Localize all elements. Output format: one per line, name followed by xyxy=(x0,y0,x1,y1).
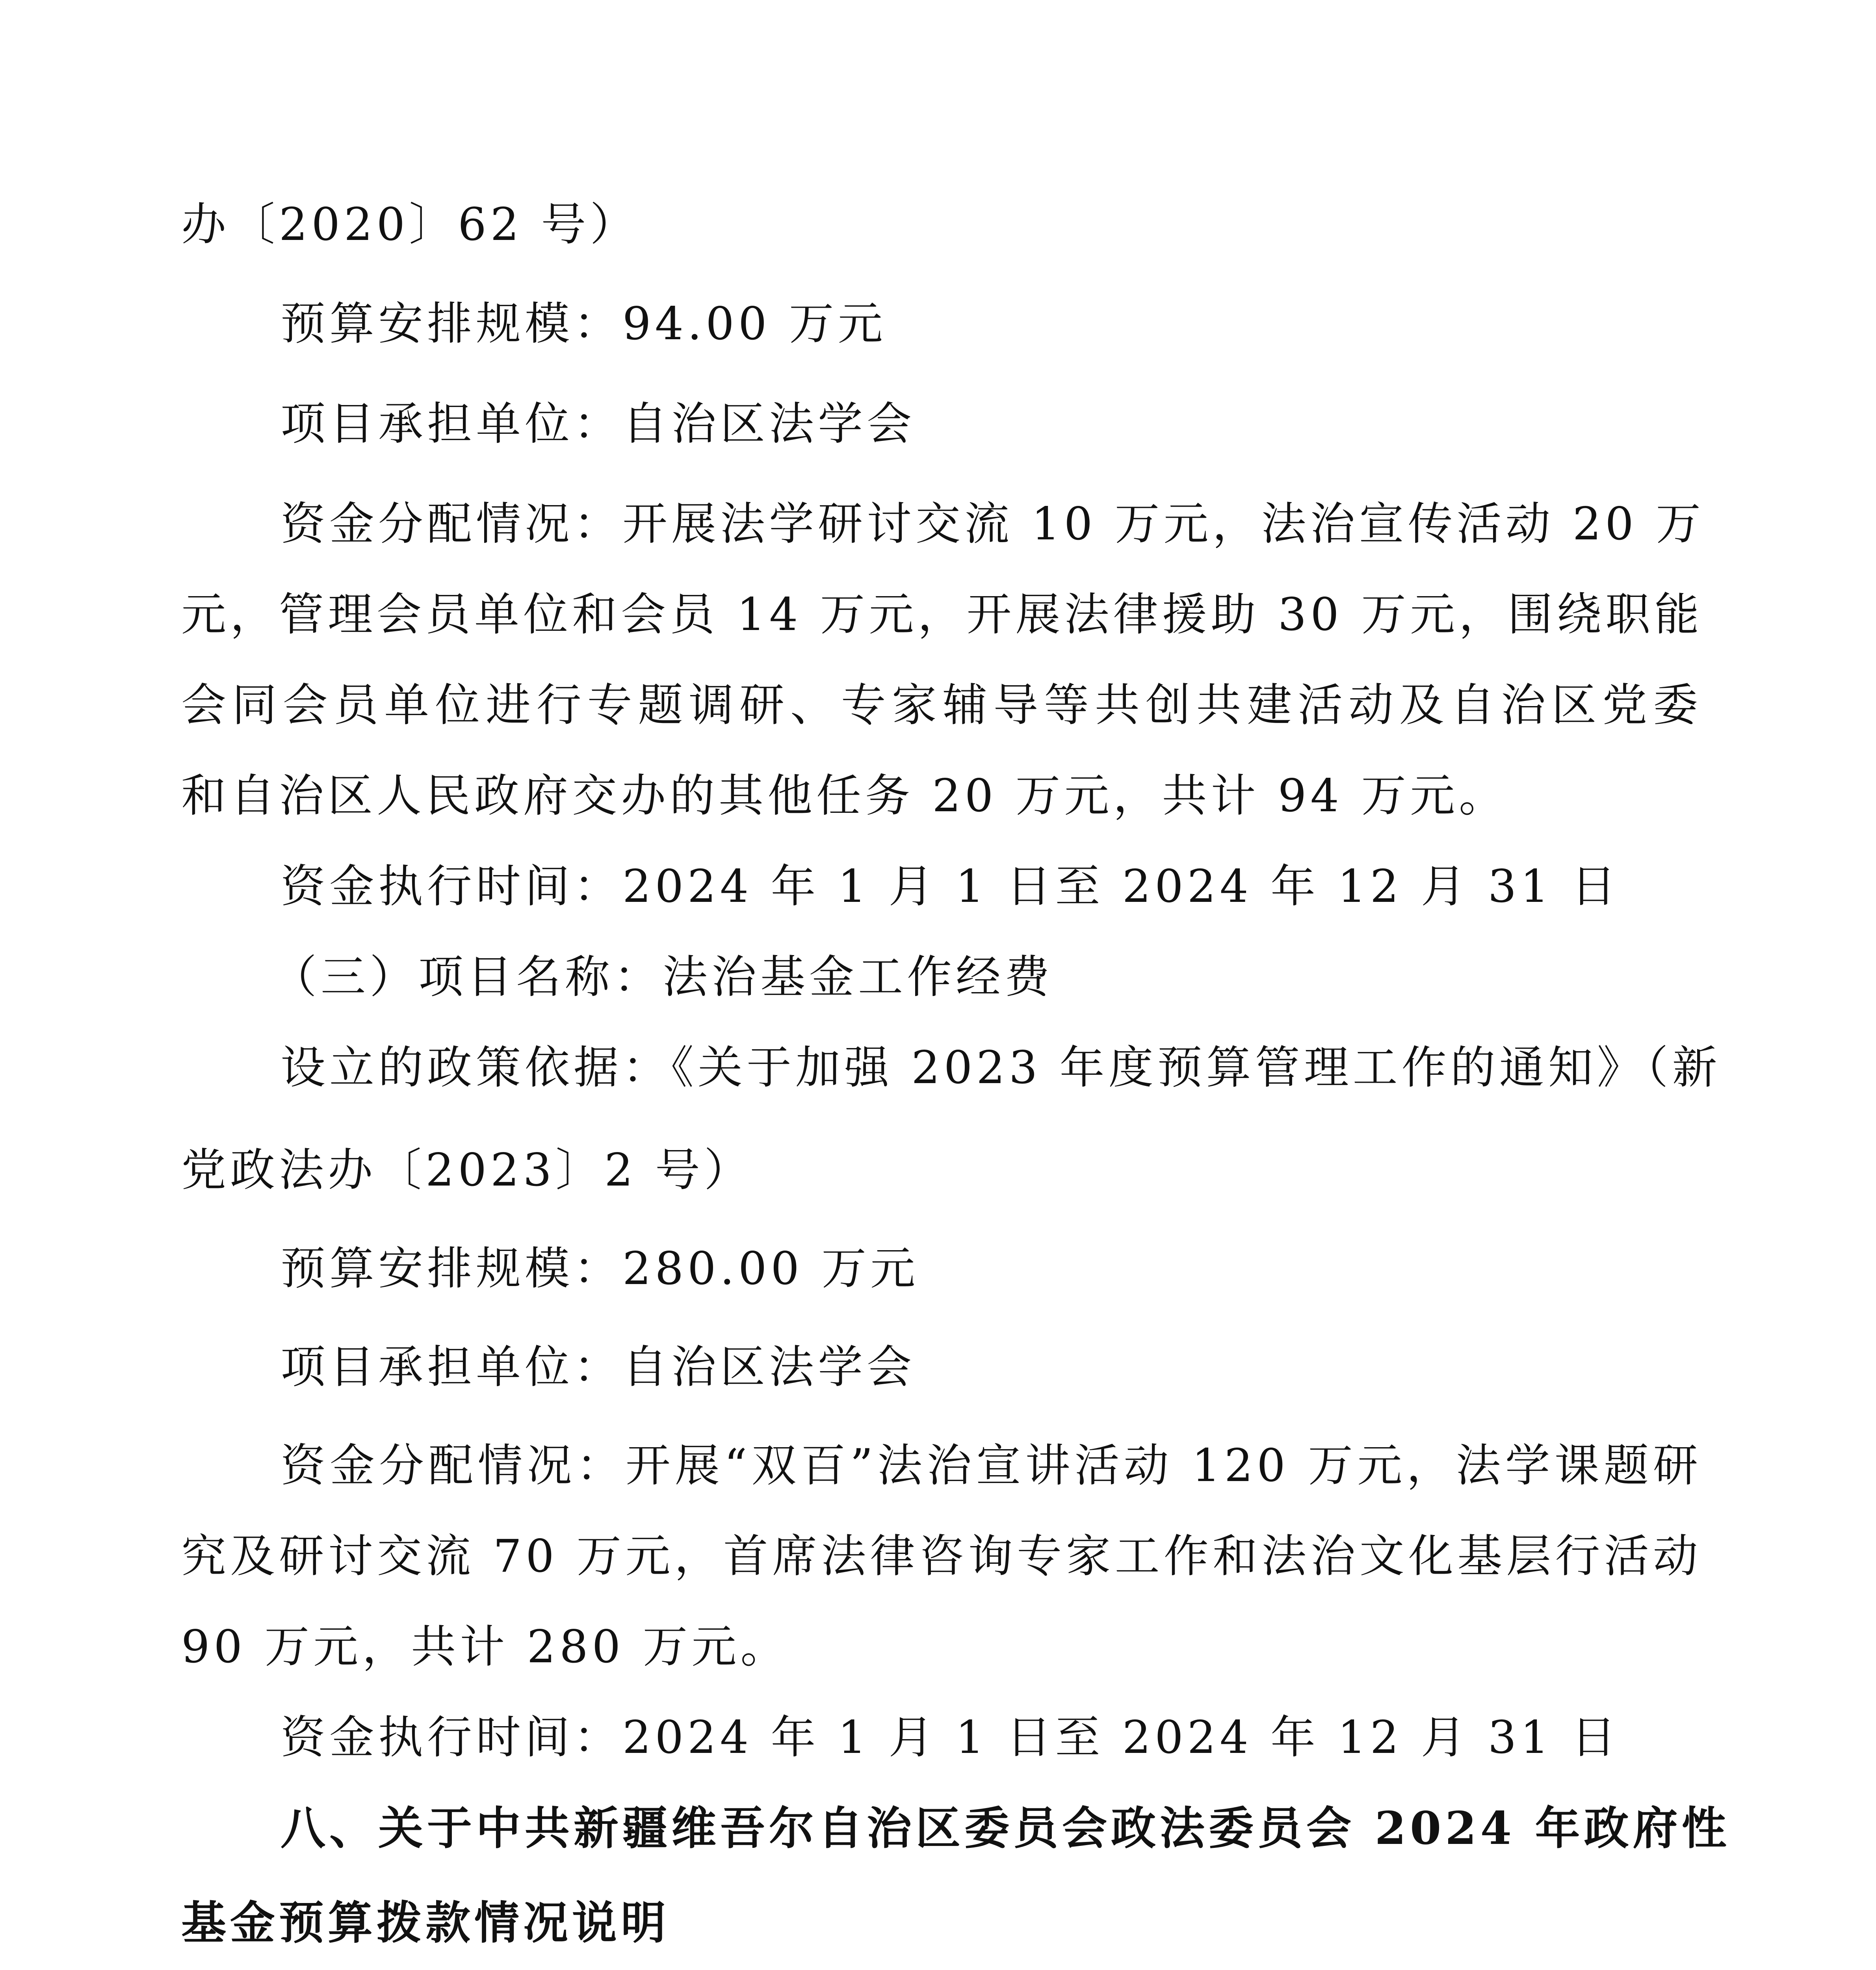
text-line: 90 万元，共计 280 万元。 xyxy=(181,1621,789,1673)
text-line: 究及研讨交流 70 万元，首席法律咨询专家工作和法治文化基层行活动 xyxy=(181,1530,1702,1582)
text-line: 办〔2020〕62 号） xyxy=(181,198,639,251)
text-line: 项目承担单位：自治区法学会 xyxy=(280,398,916,450)
section-heading: （三）项目名称：法治基金工作经费 xyxy=(272,951,1054,1003)
text-line: 资金分配情况：开展法学研讨交流 10 万元，法治宣传活动 20 万 xyxy=(280,498,1705,550)
text-line: 设立的政策依据：《关于加强 2023 年度预算管理工作的通知》（新 xyxy=(280,1041,1721,1094)
text-line: 资金执行时间：2024 年 1 月 1 日至 2024 年 12 月 31 日 xyxy=(280,860,1620,913)
text-line: 资金执行时间：2024 年 1 月 1 日至 2024 年 12 月 31 日 xyxy=(280,1711,1620,1764)
text-line: 资金分配情况：开展“双百”法治宣讲活动 120 万元，法学课题研 xyxy=(280,1439,1702,1492)
text-line: 预算安排规模：280.00 万元 xyxy=(280,1242,919,1295)
section-heading: 基金预算拨款情况说明 xyxy=(181,1896,670,1949)
text-line: 党政法办〔2023〕2 号） xyxy=(181,1144,753,1196)
text-line: 和自治区人民政府交办的其他任务 20 万元，共计 94 万元。 xyxy=(181,769,1508,822)
text-line: 项目承担单位：自治区法学会 xyxy=(280,1341,916,1393)
text-line: 会同会员单位进行专题调研、专家辅导等共创共建活动及自治区党委 xyxy=(181,679,1702,731)
section-heading: 八、关于中共新疆维吾尔自治区委员会政法委员会 2024 年政府性 xyxy=(280,1802,1731,1855)
text-line: 预算安排规模：94.00 万元 xyxy=(280,297,887,350)
text-line: 元，管理会员单位和会员 14 万元，开展法律援助 30 万元，围绕职能 xyxy=(181,588,1703,641)
